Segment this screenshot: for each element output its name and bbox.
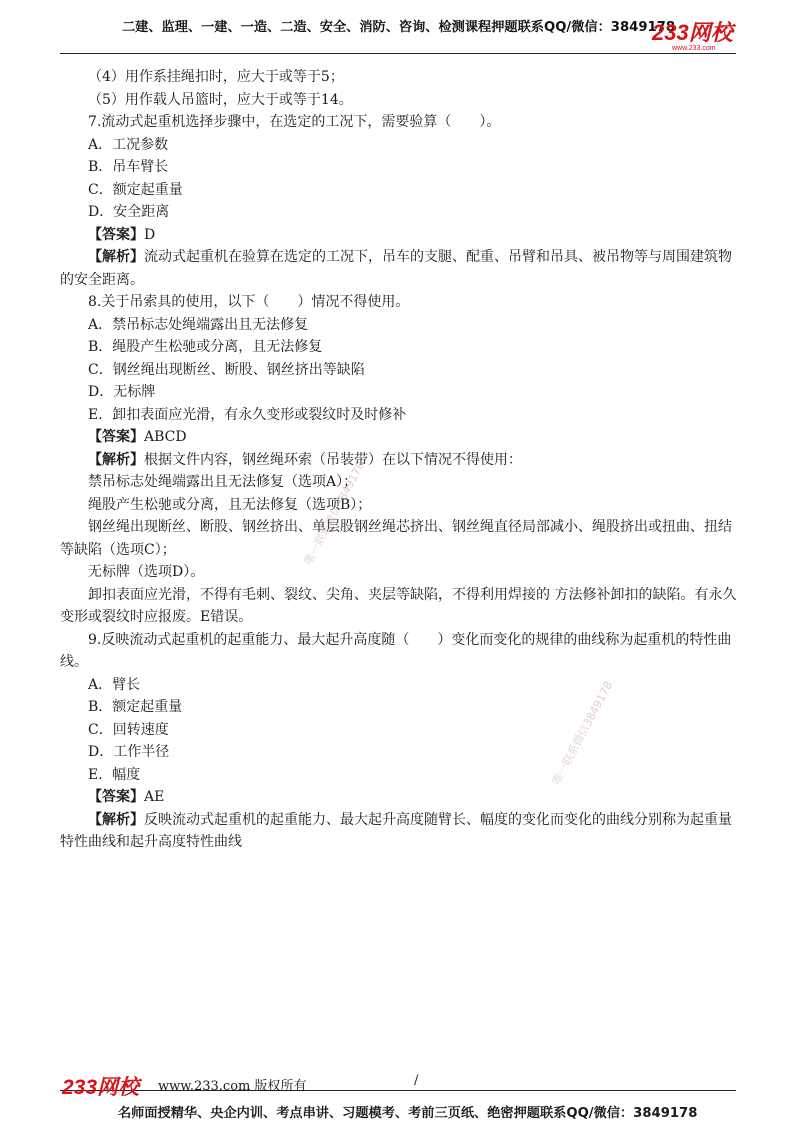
analysis-9 [60,809,740,854]
question-7: 7.流动式起重机选择步骤中，在选定的工况下，需要验算（ ）。 [88,114,501,130]
option-a: A．臂长 [88,676,141,693]
analysis-detail: 卸扣表面应光滑，不得有毛刺、裂纹、尖角、夹层等缺陷，不得利用焊接的 方法修补卸扣的缺陷。有永久变形或裂纹时应报废。E错误。 [60,586,737,625]
footer-copyright: www.233.com 版权所有 [158,1079,307,1094]
watermark-1: 唯一联系微信3849178 [301,459,368,568]
option-d: D．工作半径 [88,744,170,760]
watermark-2: 唯一联系微信3849178 [549,679,616,788]
analysis-label: 【解析】 [88,249,144,265]
answer-label: 【答案】 [88,226,144,243]
option-d: D．安全距离 [88,204,170,220]
answer-8 [60,426,740,449]
option-d: D．无标牌 [88,384,156,400]
answer-label: 【答案】 [88,789,144,805]
analysis-text: 反映流动式起重机的起重能力、最大起升高度随臂长、幅度的变化而变化的曲线分别称为起重量特性曲线和起升高度特性曲线 [60,811,732,850]
analysis-detail: 无标牌（选项D）。 [88,564,205,580]
answer-label: 【答案】 [88,429,144,445]
analysis-label: 【解析】 [88,451,144,468]
option-c: C．额定起重量 [88,181,183,198]
footer-contact-text: 名师面授精华、央企内训、考点串讲、习题模考、考前三页纸、绝密押题联系QQ/微信：3849178 [118,1106,698,1121]
question-8: 8.关于吊索具的使用，以下（ ）情况不得使用。 [88,294,410,310]
analysis-detail: 钢丝绳出现断丝、断股、钢丝挤出、单层股钢丝绳芯挤出、钢丝绳直径局部减小、绳股挤出或扭曲、扭结等缺陷（选项C）； [60,519,732,558]
analysis-7 [60,246,740,291]
text-line: （4）用作系挂绳扣时，应大于或等于5； [88,69,344,85]
option-b: B．绳股产生松驰或分离，且无法修复 [88,339,323,355]
text-line: （5）用作载人吊篮时，应大于或等于14。 [88,91,353,108]
brand-logo-bottom: 233网校 [62,1076,140,1099]
option-a: A．禁吊标志处绳端露出且无法修复 [88,316,309,333]
option-b: B．额定起重量 [88,699,183,715]
analysis-text: 流动式起重机在验算在选定的工况下，吊车的支腿、配重、吊臂和吊具、被吊物等与周围建筑物的安全距离。 [60,249,732,288]
analysis-detail: 禁吊标志处绳端露出且无法修复（选项A）； [88,474,358,490]
option-a: A．工况参数 [88,136,169,153]
brand-logo-top-url: www.233.com [672,45,716,52]
question-9: 9.反映流动式起重机的起重能力、最大起升高度随（ ）变化而变化的规律的曲线称为起重机的特性曲线。 [60,631,732,670]
analysis-label: 【解析】 [88,811,144,828]
option-e: E．卸扣表面应光滑，有永久变形或裂纹时及时修补 [88,406,407,423]
option-b: B．吊车臂长 [88,159,169,175]
analysis-detail: 绳股产生松驰或分离，且无法修复（选项B）； [88,496,372,513]
document-body [60,66,740,854]
analysis-8 [60,449,740,472]
footer-page-separator: / [414,1073,419,1088]
answer-value: AE [144,789,165,805]
answer-7 [60,224,740,247]
option-e: E．幅度 [88,766,141,783]
brand-logo-top: 233网校 [652,20,733,45]
analysis-text: 根据文件内容，钢丝绳环索（吊装带）在以下情况不得使用： [144,451,522,468]
header-divider [60,53,736,54]
answer-value: ABCD [144,429,187,445]
answer-value: D [144,226,156,243]
option-c: C．回转速度 [88,721,169,738]
answer-9 [60,786,740,809]
header-contact-text: 二建、监理、一建、一造、二造、安全、消防、咨询、检测课程押题联系QQ/微信：3849178 [122,20,676,35]
option-c: C．钢丝绳出现断丝、断股、钢丝挤出等缺陷 [88,361,365,378]
